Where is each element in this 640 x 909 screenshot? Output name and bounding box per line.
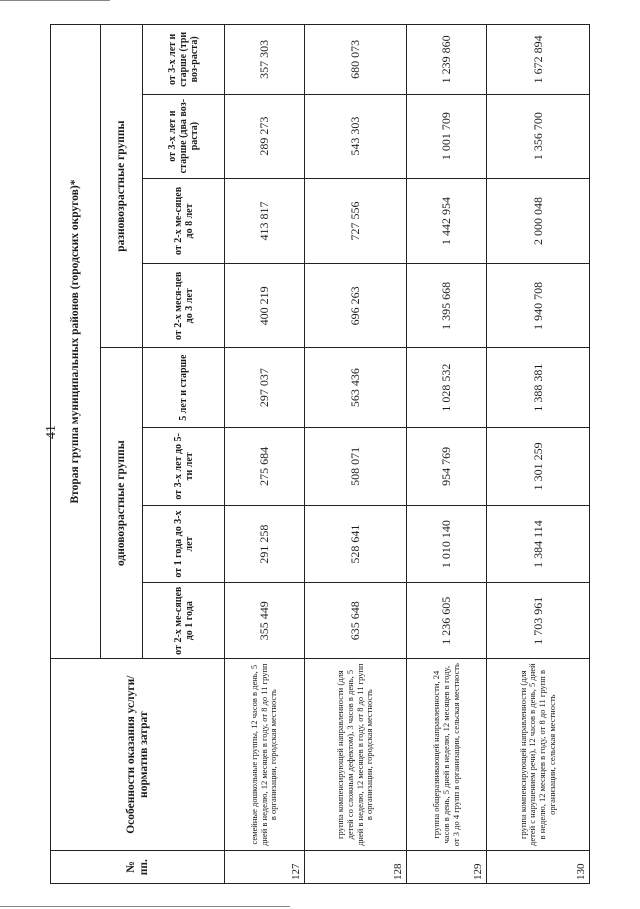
- header-age-col: от 2-х ме-сяцев до 1 года: [143, 583, 225, 659]
- cell-value: 275 684: [225, 428, 305, 506]
- cell-value: 543 303: [304, 94, 407, 178]
- scan-artifact-top: [0, 0, 110, 1]
- cell-value: 1 703 961: [487, 583, 590, 659]
- cell-value: 1 010 140: [407, 505, 487, 583]
- cell-value: 357 303: [225, 25, 305, 95]
- cell-value: 1 028 532: [407, 348, 487, 428]
- row-number: 128: [304, 851, 407, 884]
- row-feature: группа компенсирующей направленности (для детей с нарушением речи), 12 часов в день, 5 дней в неделю, 12 месяцев в году, от 8 до 11 групп в организации, сельская местность: [487, 659, 590, 851]
- cell-value: 1 384 114: [487, 505, 590, 583]
- header-age-col: от 3-х лет до 5-ти лет: [143, 428, 225, 506]
- row-feature: группа общеразвивающей направленности, 24 часов в день, 5 дней в неделю, 12 месяцев в году, от 3 до 4 групп в организации, сельская местность: [407, 659, 487, 851]
- cell-value: 413 817: [225, 178, 305, 264]
- rotated-table-container: [50, 24, 590, 884]
- cell-value: 291 258: [225, 505, 305, 583]
- cell-value: 1 236 605: [407, 583, 487, 659]
- cell-value: 635 648: [304, 583, 407, 659]
- header-same-age: одновозрастные группы: [101, 348, 143, 659]
- cell-value: 1 442 954: [407, 178, 487, 264]
- cell-value: 727 556: [304, 178, 407, 264]
- row-number: 129: [407, 851, 487, 884]
- cell-value: 297 037: [225, 348, 305, 428]
- cell-value: 1 356 700: [487, 94, 590, 178]
- cell-value: 1 940 708: [487, 264, 590, 348]
- header-age-col: от 1 года до 3-х лет: [143, 505, 225, 583]
- header-age-col: от 3-х лет и старше (три воз-раста): [143, 25, 225, 95]
- cell-value: 400 219: [225, 264, 305, 348]
- row-number: 127: [225, 851, 305, 884]
- cell-value: 355 449: [225, 583, 305, 659]
- table-row: [304, 25, 407, 884]
- cell-value: 1 388 381: [487, 348, 590, 428]
- page-number: 41: [44, 425, 59, 439]
- cell-value: 1 001 709: [407, 94, 487, 178]
- cell-value: 680 073: [304, 25, 407, 95]
- cell-value: 563 436: [304, 348, 407, 428]
- normative-costs-table: [50, 24, 590, 884]
- table-row: [407, 25, 487, 884]
- row-number: 130: [487, 851, 590, 884]
- header-age-col: от 2-х ме-сяцев до 8 лет: [143, 178, 225, 264]
- table-row: [225, 25, 305, 884]
- row-feature: группа компенсирующей направленности (для детей со сложным дефектом), 3 часов в день, 5 дней в неделю, 12 месяцев в году, от 8 до 11 групп в организации, городская местность: [304, 659, 407, 851]
- cell-value: 1 301 259: [487, 428, 590, 506]
- header-age-col: от 2-х меся-цев до 3 лет: [143, 264, 225, 348]
- header-mixed-age: разновозрастные группы: [101, 25, 143, 348]
- row-feature: семейные дошкольные группы, 12 часов в день, 5 дней в неделю, 12 месяцев в году, от 8 до 11 групп в организации, городская местность: [225, 659, 305, 851]
- cell-value: 2 000 048: [487, 178, 590, 264]
- header-row-1: [51, 25, 101, 884]
- table-row: [487, 25, 590, 884]
- cell-value: 1 239 860: [407, 25, 487, 95]
- header-num: № пп.: [51, 851, 225, 884]
- cell-value: 1 672 894: [487, 25, 590, 95]
- cell-value: 696 263: [304, 264, 407, 348]
- cell-value: 1 395 668: [407, 264, 487, 348]
- header-group-title: Вторая группа муниципальных районов (городских округов)*: [51, 25, 101, 659]
- cell-value: 508 071: [304, 428, 407, 506]
- cell-value: 954 769: [407, 428, 487, 506]
- header-age-col: 5 лет и старше: [143, 348, 225, 428]
- header-age-col: от 3-х лет и старше (два воз-раста): [143, 94, 225, 178]
- header-feature: Особенности оказания услуги/норматив затрат: [51, 659, 225, 851]
- cell-value: 528 641: [304, 505, 407, 583]
- cell-value: 289 273: [225, 94, 305, 178]
- scan-artifact-bottom: [0, 906, 290, 907]
